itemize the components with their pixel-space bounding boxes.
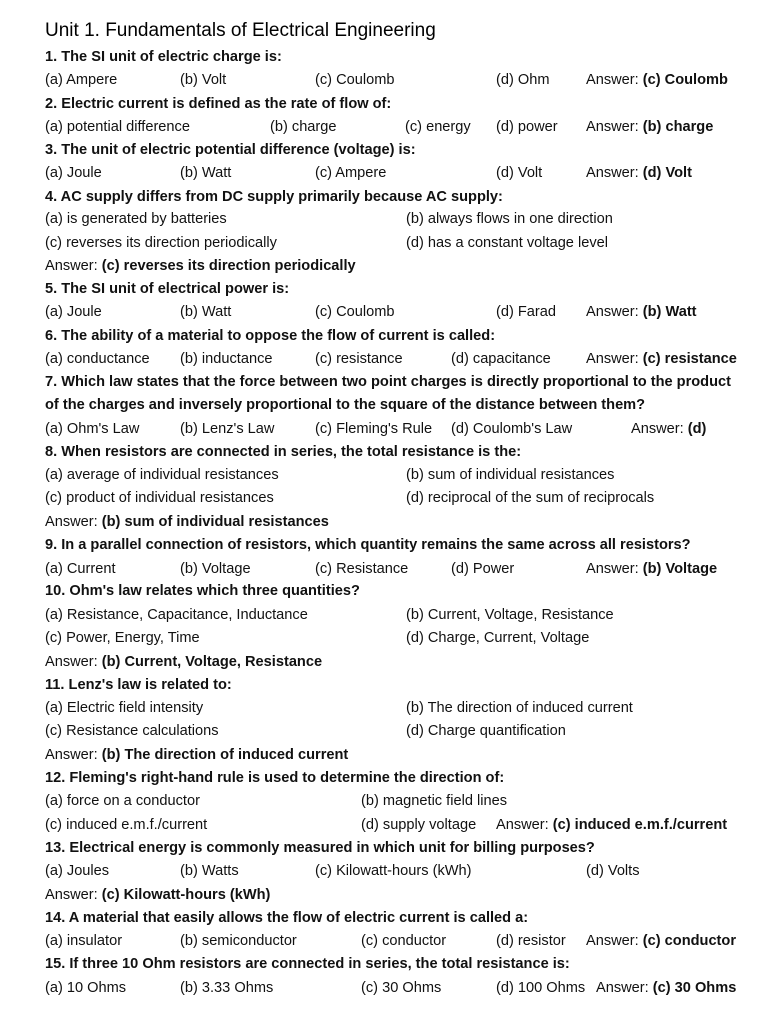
option-d: (d) Coulomb's Law xyxy=(451,421,573,437)
answer-value: (c) reverses its direction periodically xyxy=(101,258,356,274)
options-row xyxy=(45,487,760,509)
options-row xyxy=(45,232,760,254)
question-text: 3. The unit of electric potential difference (voltage) is: xyxy=(45,142,416,158)
option-a: (a) Joules xyxy=(45,863,110,879)
option-b: (b) magnetic field lines xyxy=(361,793,508,809)
answer xyxy=(45,511,329,533)
options-row xyxy=(45,301,760,323)
option-a: (a) force on a conductor xyxy=(45,793,200,809)
option-c: (c) Fleming's Rule xyxy=(315,421,433,437)
option-c: (c) product of individual resistances xyxy=(45,490,274,506)
options-row xyxy=(45,69,760,91)
option-b: (b) sum of individual resistances xyxy=(406,467,615,483)
question-text: 15. If three 10 Ohm resistors are connected in series, the total resistance is: xyxy=(45,956,570,972)
answer xyxy=(586,162,692,184)
answer-label: Answer: xyxy=(586,933,643,949)
answer-label: Answer: xyxy=(45,747,102,763)
answer-label: Answer: xyxy=(596,980,653,996)
options-row xyxy=(45,814,760,836)
answer-label: Answer: xyxy=(586,165,643,181)
answer xyxy=(631,418,706,440)
answer-value: (b) Voltage xyxy=(642,561,718,577)
option-a: (a) 10 Ohms xyxy=(45,980,127,996)
answer xyxy=(45,744,348,766)
answer xyxy=(596,977,736,999)
answer-label: Answer: xyxy=(45,258,102,274)
option-b: (b) Watt xyxy=(180,165,232,181)
options-row xyxy=(45,697,760,719)
options-row xyxy=(45,930,760,952)
answer xyxy=(586,348,737,370)
option-a: (a) average of individual resistances xyxy=(45,467,279,483)
answer xyxy=(45,255,356,277)
answer-value: (b) charge xyxy=(642,119,714,135)
option-d: (d) Charge, Current, Voltage xyxy=(406,630,590,646)
question-text: 9. In a parallel connection of resistors, which quantity remains the same across all resistors? xyxy=(45,537,691,553)
page-title: Unit 1. Fundamentals of Electrical Engineering xyxy=(45,20,436,41)
option-a: (a) Joule xyxy=(45,304,102,320)
option-a: (a) Joule xyxy=(45,165,102,181)
options-row xyxy=(45,348,760,370)
answer-value: (d) Volt xyxy=(642,165,692,181)
option-d: (d) has a constant voltage level xyxy=(406,235,608,251)
answer xyxy=(586,558,717,580)
option-c: (c) induced e.m.f./current xyxy=(45,817,208,833)
options-row xyxy=(45,790,760,812)
question-text: of the charges and inversely proportional to the square of the distance between them? xyxy=(45,397,646,413)
answer-value: (c) Coulomb xyxy=(642,72,728,88)
answer-row xyxy=(45,744,760,766)
option-c: (c) Resistance calculations xyxy=(45,723,219,739)
answer-value: (c) conductor xyxy=(642,933,737,949)
answer-label: Answer: xyxy=(586,119,643,135)
answer-value: (c) Kilowatt-hours (kWh) xyxy=(101,887,271,903)
option-a: (a) is generated by batteries xyxy=(45,211,227,227)
answer-value: (d) xyxy=(687,421,707,437)
option-d: (d) Volt xyxy=(496,165,543,181)
option-d: (d) Charge quantification xyxy=(406,723,566,739)
option-d: (d) Ohm xyxy=(496,72,550,88)
answer-value: (b) Current, Voltage, Resistance xyxy=(101,654,323,670)
question-text: 11. Lenz's law is related to: xyxy=(45,677,232,693)
options-row xyxy=(45,860,760,882)
answer xyxy=(586,301,697,323)
options-row xyxy=(45,162,760,184)
option-c: (c) conductor xyxy=(361,933,447,949)
options-row xyxy=(45,558,760,580)
answer-row xyxy=(45,255,760,277)
answer-label: Answer: xyxy=(45,887,102,903)
options-row xyxy=(45,116,760,138)
answer-label: Answer: xyxy=(586,72,643,88)
option-c: (c) resistance xyxy=(315,351,403,367)
option-d: (d) Volts xyxy=(586,863,640,879)
option-d: (d) Power xyxy=(451,561,515,577)
option-c: (c) reverses its direction periodically xyxy=(45,235,277,251)
option-b: (b) always flows in one direction xyxy=(406,211,613,227)
option-b: (b) 3.33 Ohms xyxy=(180,980,274,996)
option-a: (a) Current xyxy=(45,561,116,577)
answer-value: (c) 30 Ohms xyxy=(652,980,737,996)
answer-value: (c) resistance xyxy=(642,351,737,367)
question-text: 14. A material that easily allows the flow of electric current is called a: xyxy=(45,910,529,926)
answer xyxy=(586,69,728,91)
answer-row xyxy=(45,884,760,906)
options-row xyxy=(45,720,760,742)
answer xyxy=(586,930,736,952)
option-c: (c) Power, Energy, Time xyxy=(45,630,200,646)
option-c: (c) Resistance xyxy=(315,561,409,577)
options-row xyxy=(45,627,760,649)
option-c: (c) 30 Ohms xyxy=(361,980,442,996)
question-text: 8. When resistors are connected in series, the total resistance is the: xyxy=(45,444,522,460)
option-c: (c) Coulomb xyxy=(315,304,395,320)
answer xyxy=(586,116,713,138)
option-a: (a) Ampere xyxy=(45,72,118,88)
option-b: (b) Lenz's Law xyxy=(180,421,275,437)
option-c: (c) Ampere xyxy=(315,165,387,181)
question-text: 5. The SI unit of electrical power is: xyxy=(45,281,290,297)
question-text: 2. Electric current is defined as the rate of flow of: xyxy=(45,96,392,112)
question-text: 7. Which law states that the force between two point charges is directly proportional to the product xyxy=(45,374,731,390)
option-b: (b) Watt xyxy=(180,304,232,320)
options-row xyxy=(45,418,760,440)
options-row xyxy=(45,464,760,486)
answer xyxy=(45,884,270,906)
answer-label: Answer: xyxy=(496,817,553,833)
answer-label: Answer: xyxy=(586,304,643,320)
option-b: (b) inductance xyxy=(180,351,273,367)
option-c: (c) Coulomb xyxy=(315,72,395,88)
answer-row xyxy=(45,651,760,673)
question-text: 12. Fleming's right-hand rule is used to determine the direction of: xyxy=(45,770,505,786)
answer-label: Answer: xyxy=(45,654,102,670)
option-d: (d) capacitance xyxy=(451,351,551,367)
option-a: (a) Ohm's Law xyxy=(45,421,140,437)
question-text: 4. AC supply differs from DC supply primarily because AC supply: xyxy=(45,189,503,205)
options-row xyxy=(45,977,760,999)
option-a: (a) Resistance, Capacitance, Inductance xyxy=(45,607,308,623)
question-text: 10. Ohm's law relates which three quantities? xyxy=(45,583,360,599)
answer-label: Answer: xyxy=(45,514,102,530)
option-d: (d) 100 Ohms xyxy=(496,980,586,996)
option-b: (b) The direction of induced current xyxy=(406,700,633,716)
question-text: 6. The ability of a material to oppose the flow of current is called: xyxy=(45,328,496,344)
option-d: (d) power xyxy=(496,119,558,135)
option-b: (b) charge xyxy=(270,119,337,135)
option-b: (b) semiconductor xyxy=(180,933,297,949)
answer xyxy=(496,814,727,836)
question-text: 1. The SI unit of electric charge is: xyxy=(45,49,282,65)
option-a: (a) insulator xyxy=(45,933,123,949)
answer-value: (b) Watt xyxy=(642,304,697,320)
answer-value: (b) sum of individual resistances xyxy=(101,514,329,530)
option-a: (a) conductance xyxy=(45,351,150,367)
option-d: (d) resistor xyxy=(496,933,566,949)
option-d: (d) supply voltage xyxy=(361,817,477,833)
option-b: (b) Voltage xyxy=(180,561,251,577)
option-b: (b) Volt xyxy=(180,72,227,88)
options-row xyxy=(45,604,760,626)
option-d: (d) reciprocal of the sum of reciprocals xyxy=(406,490,655,506)
option-b: (b) Current, Voltage, Resistance xyxy=(406,607,614,623)
option-a: (a) Electric field intensity xyxy=(45,700,204,716)
question-text: 13. Electrical energy is commonly measured in which unit for billing purposes? xyxy=(45,840,595,856)
answer-label: Answer: xyxy=(586,351,643,367)
option-d: (d) Farad xyxy=(496,304,557,320)
option-a: (a) potential difference xyxy=(45,119,190,135)
option-c: (c) Kilowatt-hours (kWh) xyxy=(315,863,472,879)
answer-row xyxy=(45,511,760,533)
answer xyxy=(45,651,322,673)
option-b: (b) Watts xyxy=(180,863,239,879)
answer-label: Answer: xyxy=(586,561,643,577)
answer-label: Answer: xyxy=(631,421,688,437)
answer-value: (b) The direction of induced current xyxy=(101,747,349,763)
options-row xyxy=(45,208,760,230)
answer-value: (c) induced e.m.f./current xyxy=(552,817,728,833)
option-c: (c) energy xyxy=(405,119,471,135)
